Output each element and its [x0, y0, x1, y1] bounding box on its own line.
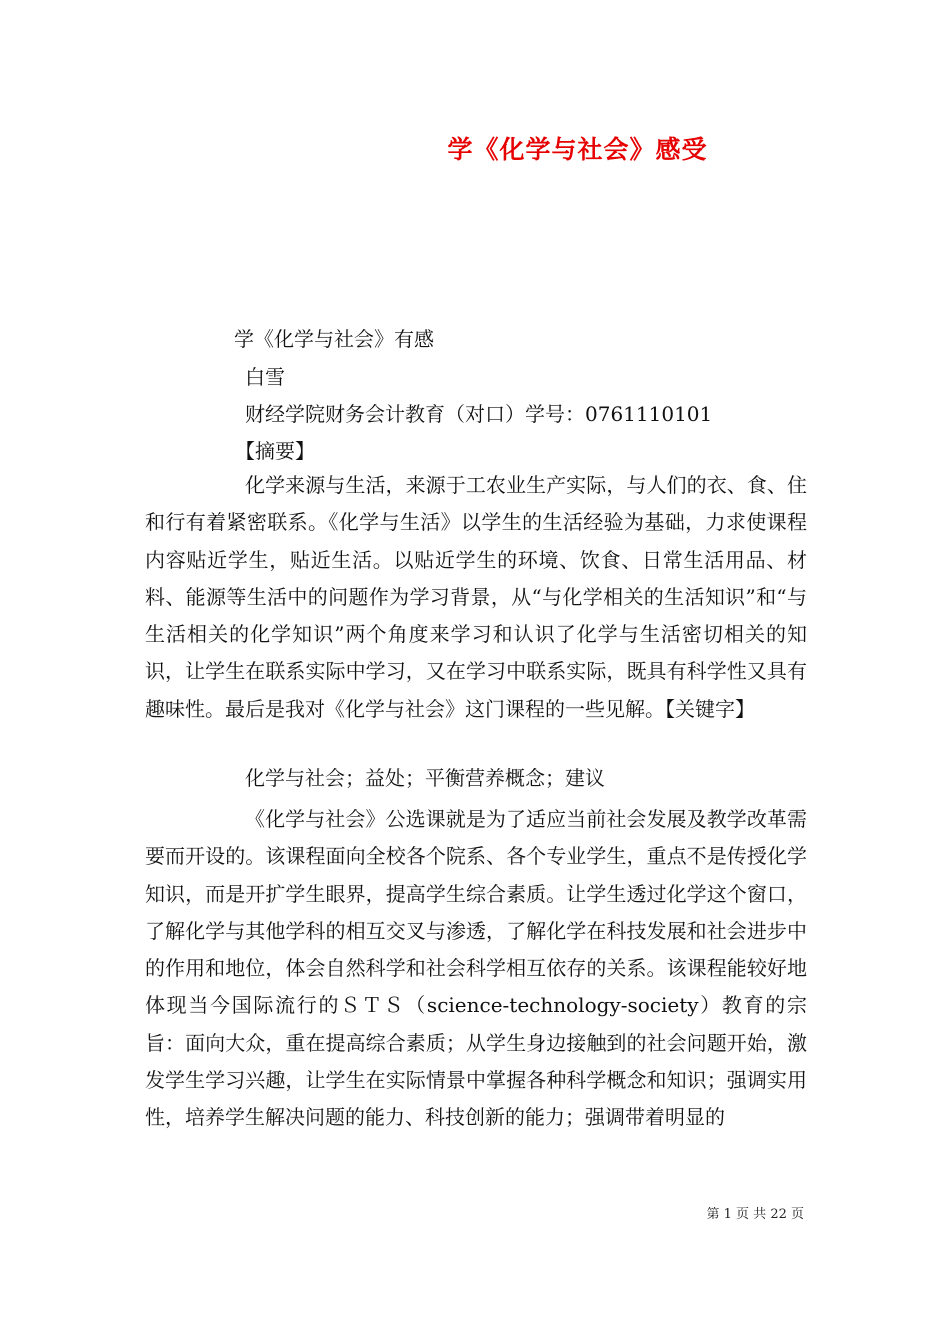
body-paragraph: 《化学与社会》公选课就是为了适应当前社会发展及教学改革需要而开设的。该课程面向全校各个院系、各个专业学生，重点不是传授化学知识，而是开扩学生眼界，提高学生综合素质。让学生透过化学这个窗口，了解化学与其他学科的相互交叉与渗透，了解化学在科技发展和社会进步中的作用和地位，体会自然科学和社会科学相互依存的关系。该课程能较好地体现当今国际流行的ＳＴＳ（science-technology-society）教育的宗旨：面向大众，重在提高综合素质；从学生身边接触到的社会问题开始，激发学生学习兴趣，让学生在实际情景中掌握各种科学概念和知识；强调实用性，培养学生解决问题的能力、科技创新的能力；强调带着明显的 [145, 807, 807, 1130]
author-affiliation: 财经学院财务会计教育（对口）学号：0761110101 [245, 402, 713, 426]
document-title: 学《化学与社会》感受 [447, 135, 708, 164]
document-subtitle: 学《化学与社会》有感 [234, 327, 434, 351]
abstract-paragraph: 化学来源与生活，来源于工农业生产实际，与人们的衣、食、住和行有着紧密联系。《化学与生活》以学生的生活经验为基础，力求使课程内容贴近学生，贴近生活。以贴近学生的环境、饮食、日常生活用品、材料、能源等生活中的问题作为学习背景，从“与化学相关的生活知识”和“与生活相关的化学知识”两个角度来学习和认识了化学与生活密切相关的知识，让学生在联系实际中学习，又在学习中联系实际，既具有科学性又具有趣味性。最后是我对《化学与社会》这门课程的一些见解。【关键字】 [145, 473, 807, 721]
abstract-heading: 【摘要】 [235, 439, 315, 463]
keywords-line: 化学与社会；益处；平衡营养概念；建议 [245, 766, 605, 790]
author-name: 白雪 [245, 365, 285, 389]
page-number-footer: 第 1 页 共 22 页 [706, 1207, 804, 1222]
